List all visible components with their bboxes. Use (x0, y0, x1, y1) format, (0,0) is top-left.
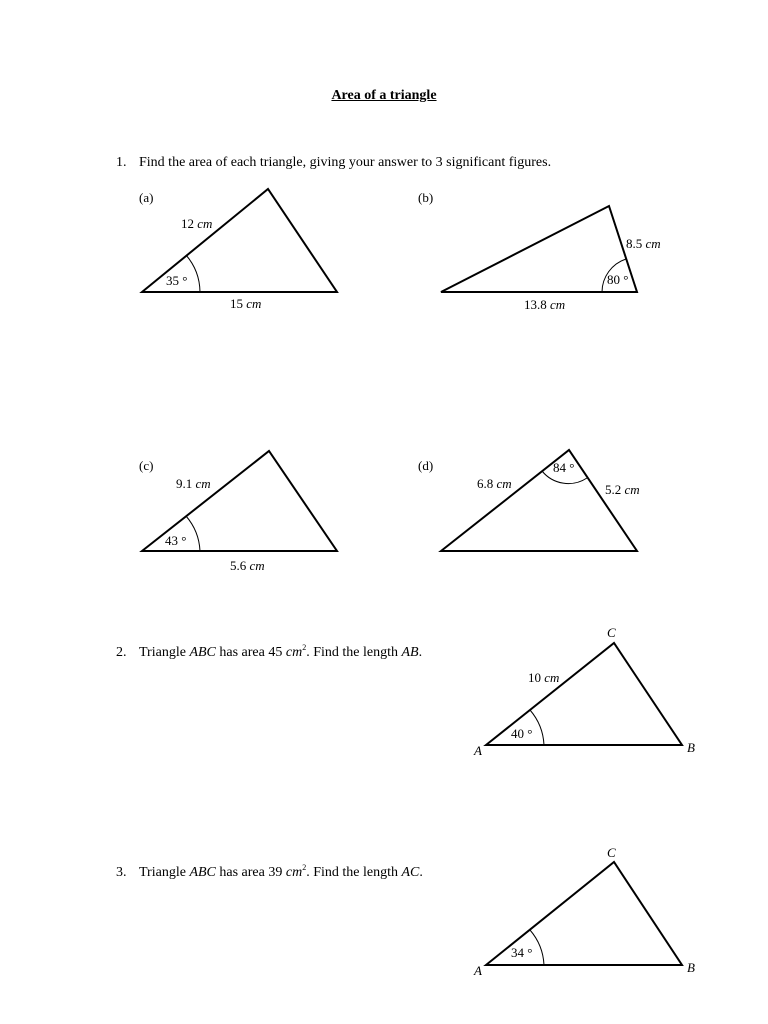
area-unit: cm (285, 865, 303, 880)
question-3: 3. Triangle ABC has area 39 $cm^2$. Find the length AC. (116, 863, 423, 880)
triangle-diagram-q2 (473, 625, 695, 758)
part-label: (d) (418, 458, 434, 473)
area-unit: cm (285, 645, 303, 660)
triangle-diagram-b (418, 190, 661, 312)
part-label: (a) (139, 190, 154, 205)
vertex-label-c: C (607, 845, 616, 860)
angle-label: 43 ° (165, 533, 187, 548)
angle-label: 84 ° (553, 460, 575, 475)
side-label: 8.5 cm (626, 236, 661, 251)
area-value: 45 (268, 645, 283, 660)
side-label: 13.8 cm (524, 297, 566, 312)
angle-label: 35 ° (166, 273, 188, 288)
area-exponent: 2 (302, 863, 307, 872)
question-number: 3. (116, 865, 127, 880)
side-label: 5.2 cm (605, 482, 640, 497)
part-label: (c) (139, 458, 154, 473)
triangle-name: ABC (189, 645, 216, 660)
triangle-shape (441, 450, 637, 551)
target-length: AB (401, 645, 419, 660)
triangle-name: ABC (189, 865, 216, 880)
area-value: 39 (268, 865, 283, 880)
vertex-label-a: A (474, 963, 482, 978)
question-number: 1. (116, 155, 127, 170)
side-label: 9.1 cm (176, 476, 211, 491)
vertex-label-b: B (687, 740, 695, 755)
target-length: AC (401, 865, 420, 880)
angle-label: 80 ° (607, 272, 629, 287)
angle-label: 34 ° (511, 945, 533, 960)
vertex-label-b: B (687, 960, 695, 975)
angle-label: 40 ° (511, 726, 533, 741)
triangle-diagram-d (418, 450, 640, 551)
question-number: 2. (116, 645, 127, 660)
side-label: 10 cm (528, 670, 560, 685)
triangle-diagram-a (139, 189, 337, 311)
side-label: 15 cm (230, 296, 262, 311)
page-title: Area of a triangle (331, 88, 437, 103)
side-label: 5.6 cm (230, 558, 265, 573)
vertex-label-c: C (607, 625, 616, 640)
vertex-label-a: A (474, 743, 482, 758)
question-2: 2. Triangle ABC has area 45 $cm^2$. Find the length AB. (116, 643, 423, 660)
triangle-diagram-c (139, 451, 337, 573)
angle-arc (186, 516, 200, 551)
area-exponent: 2 (302, 643, 307, 652)
angle-arc (186, 255, 200, 292)
side-label: 12 cm (181, 216, 213, 231)
triangle-diagram-q3 (473, 845, 695, 978)
part-label: (b) (418, 190, 434, 205)
side-label: 6.8 cm (477, 476, 512, 491)
question-text: Find the area of each triangle, giving your answer to 3 significant figures. (139, 155, 552, 170)
